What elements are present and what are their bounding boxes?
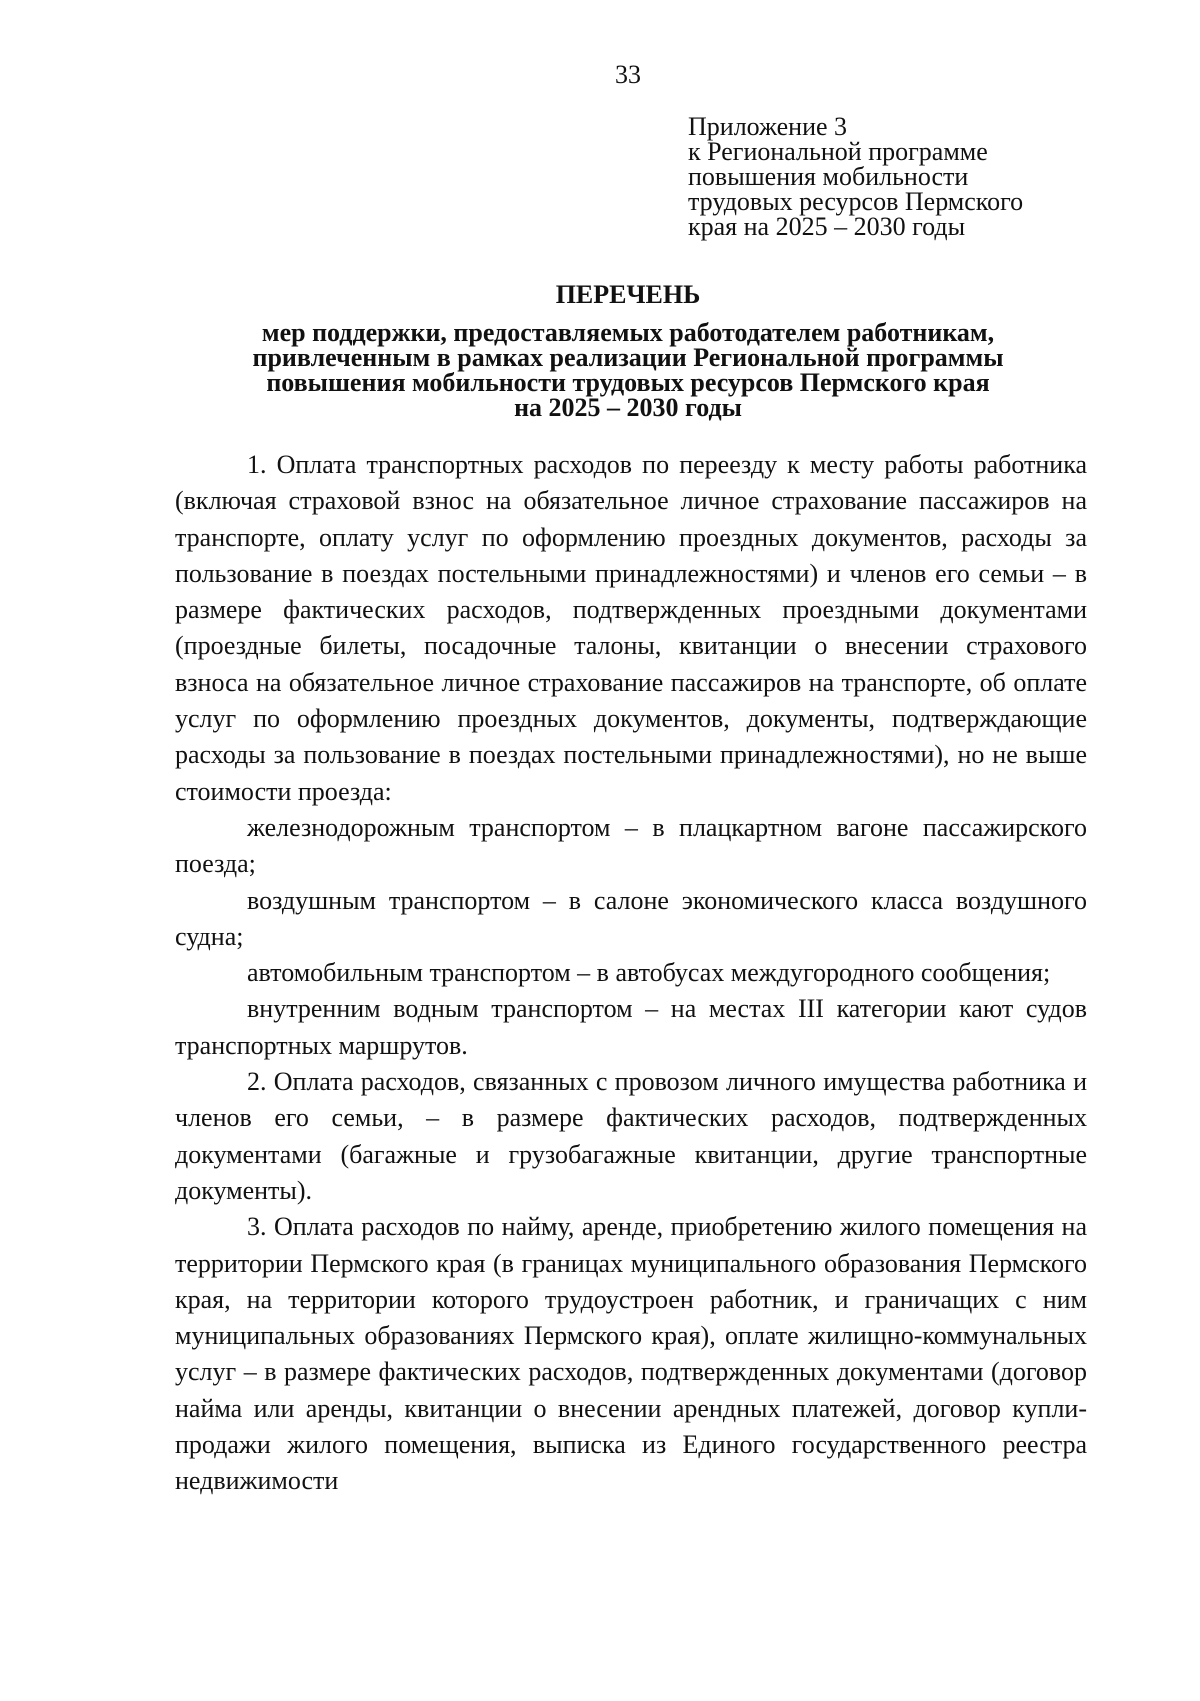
subtitle-line: привлеченным в рамках реализации Региональной программы [252,343,1004,372]
paragraph-air: воздушным транспортом – в салоне экономического класса воздушного судна; [175,885,1087,951]
appendix-line: трудовых ресурсов Пермского [688,187,1024,216]
paragraph-item-3: 3. Оплата расходов по найму, аренде, приобретению жилого помещения на территории Пермского края (в границах муниципального образования Пермского края, на территории которого трудоустроен работник, и граничащих с ним муниципальных образованиях Пермского края), оплате жилищно-коммунальных услуг – в размере фактических расходов, подтвержденных документами (договор найма или аренды, квитанции о внесении арендных платежей, договор купли-продажи жилого помещения, выписка из Единого государственного реестра недвижимости [175,1212,1087,1496]
appendix-note [688,114,1108,239]
page-number: 33 [615,60,641,89]
subtitle-line: на 2025 – 2030 годы [514,393,742,422]
paragraph-water: внутренним водным транспортом – на местах III категории кают судов транспортных маршрутов. [175,994,1087,1060]
appendix-line: Приложение 3 [688,112,848,141]
appendix-line: повышения мобильности [688,162,969,191]
document-subtitle [0,320,1200,420]
paragraph-item-1: 1. Оплата транспортных расходов по переезду к месту работы работника (включая страховой взнос на обязательное личное страхование пассажиров на транспорте, оплату услуг по оформлению проездных документов, расходы за пользование в поездах постельными принадлежностями) и членов его семьи – в размере фактических расходов, подтвержденных проездными документами (проездные билеты, посадочные талоны, квитанции о внесении страхового взноса на обязательное личное страхование пассажиров на транспорте, об оплате услуг по оформлению проездных документов, документы, подтверждающие расходы за пользование в поездах постельными принадлежностями), но не выше стоимости проезда: [175,450,1087,806]
document-body [175,447,1087,1500]
document-title: ПЕРЕЧЕНЬ [555,280,701,309]
subtitle-line: мер поддержки, предоставляемых работодателем работникам, [261,318,995,347]
paragraph-road: автомобильным транспортом – в автобусах междугородного сообщения; [247,958,1051,988]
appendix-line: края на 2025 – 2030 годы [688,212,966,241]
appendix-line: к Региональной программе [688,137,988,166]
subtitle-line: повышения мобильности трудовых ресурсов Пермского края [266,368,990,397]
paragraph-item-2: 2. Оплата расходов, связанных с провозом личного имущества работника и членов его семьи, – в размере фактических расходов, подтвержденных документами (багажные и грузобагажные квитанции, другие транспортные документы). [175,1067,1087,1205]
paragraph-railway: железнодорожным транспортом – в плацкартном вагоне пассажирского поезда; [175,812,1087,879]
